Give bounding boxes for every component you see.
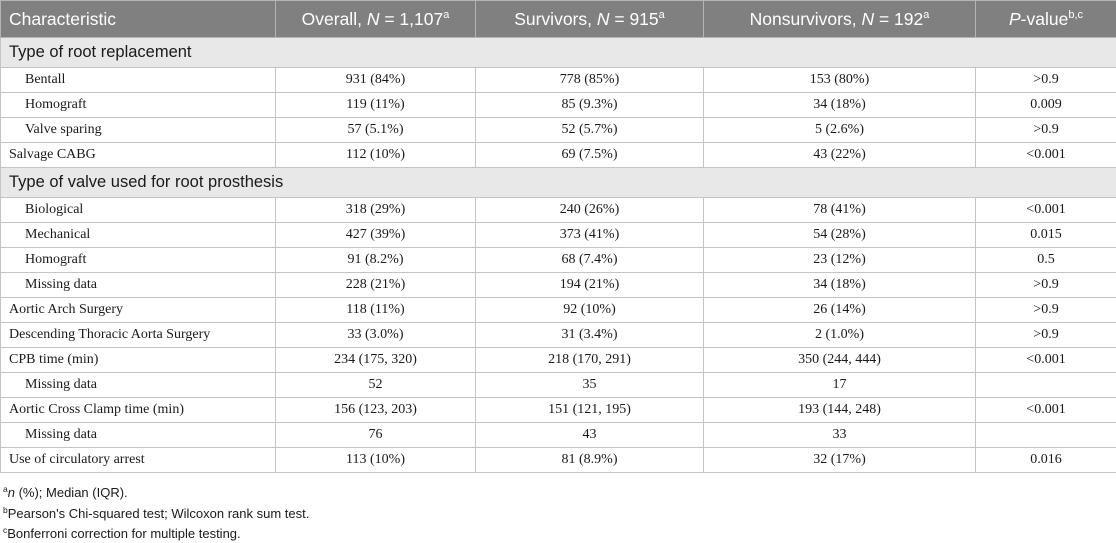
footnote-b [3,506,309,521]
header-survivors-label: Survivors, [514,8,597,29]
row-label: Missing data [1,373,276,398]
cell-pvalue: >0.9 [976,68,1116,93]
header-row [1,1,1116,38]
cell-pvalue: <0.001 [976,398,1116,423]
header-nonsurvivors-sup: a [923,8,930,21]
table-row [1,398,1116,423]
footnote-c [3,526,241,541]
cell-survivors: 92 (10%) [476,298,704,323]
cell-nonsurvivors: 350 (244, 444) [704,348,976,373]
cell-pvalue: 0.016 [976,448,1116,473]
cell-overall: 228 (21%) [276,273,476,298]
header-nonsurvivors-count: = 192 [874,8,924,29]
cell-nonsurvivors: 17 [704,373,976,398]
cell-overall: 118 (11%) [276,298,476,323]
cell-overall: 156 (123, 203) [276,398,476,423]
header-pvalue [976,1,1116,38]
cell-pvalue: 0.5 [976,248,1116,273]
cell-pvalue: >0.9 [976,118,1116,143]
cell-nonsurvivors: 23 (12%) [704,248,976,273]
cell-nonsurvivors: 153 (80%) [704,68,976,93]
table-row [1,323,1116,348]
header-overall-n: N [366,8,380,29]
section-title: Type of root replacement [1,38,1116,68]
row-label: Use of circulatory arrest [1,448,276,473]
footnote-a-italic: n [7,485,15,500]
cell-overall: 52 [276,373,476,398]
table-row [1,348,1116,373]
header-overall-label: Overall, [301,8,367,29]
cell-pvalue [976,373,1116,398]
cell-survivors: 43 [476,423,704,448]
cell-overall: 119 (11%) [276,93,476,118]
row-label: Homograft [1,248,276,273]
cell-nonsurvivors: 34 (18%) [704,273,976,298]
footnote-b-text: Pearson's Chi-squared test; Wilcoxon rank sum test. [7,506,310,521]
cell-overall: 33 (3.0%) [276,323,476,348]
header-overall-count: = 1,107 [379,8,444,29]
footnote-a-text: (%); Median (IQR). [14,485,128,500]
row-label: Descending Thoracic Aorta Surgery [1,323,276,348]
table-row [1,223,1116,248]
cell-pvalue: <0.001 [976,348,1116,373]
row-label: Homograft [1,93,276,118]
cell-nonsurvivors: 26 (14%) [704,298,976,323]
header-characteristic: Characteristic [1,1,276,38]
cell-overall: 318 (29%) [276,198,476,223]
cell-survivors: 68 (7.4%) [476,248,704,273]
header-survivors-n: N [596,8,610,29]
cell-overall: 113 (10%) [276,448,476,473]
cell-nonsurvivors: 34 (18%) [704,93,976,118]
header-pvalue-label: -value [1020,8,1069,29]
cell-overall: 76 [276,423,476,448]
cell-survivors: 151 (121, 195) [476,398,704,423]
footnote-c-marker: c [3,525,8,535]
row-label: CPB time (min) [1,348,276,373]
row-label: Aortic Cross Clamp time (min) [1,398,276,423]
cell-overall: 931 (84%) [276,68,476,93]
header-nonsurvivors [704,1,976,38]
table-row [1,373,1116,398]
cell-pvalue [976,423,1116,448]
table-row [1,68,1116,93]
footnote-a [3,485,128,500]
cell-overall: 91 (8.2%) [276,248,476,273]
cell-nonsurvivors: 193 (144, 248) [704,398,976,423]
cell-survivors: 85 (9.3%) [476,93,704,118]
header-survivors-count: = 915 [609,8,659,29]
cell-survivors: 69 (7.5%) [476,143,704,168]
footnote-b-marker: b [3,505,8,515]
section-row-root-replacement [1,38,1116,68]
cell-survivors: 31 (3.4%) [476,323,704,348]
cell-survivors: 373 (41%) [476,223,704,248]
cell-survivors: 240 (26%) [476,198,704,223]
row-label: Salvage CABG [1,143,276,168]
header-overall-sup: a [443,8,450,21]
row-label: Missing data [1,423,276,448]
cell-pvalue: >0.9 [976,298,1116,323]
table-row [1,198,1116,223]
table-row [1,448,1116,473]
cell-overall: 112 (10%) [276,143,476,168]
cell-pvalue: 0.015 [976,223,1116,248]
cell-nonsurvivors: 54 (28%) [704,223,976,248]
table-row [1,423,1116,448]
cell-survivors: 194 (21%) [476,273,704,298]
header-pvalue-sup: b,c [1068,8,1084,21]
header-survivors [476,1,704,38]
row-label: Biological [1,198,276,223]
header-nonsurvivors-label: Nonsurvivors, [749,8,862,29]
row-label: Aortic Arch Surgery [1,298,276,323]
cell-overall: 57 (5.1%) [276,118,476,143]
cell-survivors: 52 (5.7%) [476,118,704,143]
footnote-a-marker: a [3,484,8,494]
section-row-valve-prosthesis [1,168,1116,198]
row-label: Mechanical [1,223,276,248]
cell-pvalue: 0.009 [976,93,1116,118]
section-title: Type of valve used for root prosthesis [1,168,1116,198]
cell-survivors: 81 (8.9%) [476,448,704,473]
table-row [1,298,1116,323]
table-row [1,118,1116,143]
cell-pvalue: >0.9 [976,273,1116,298]
header-nonsurvivors-n: N [861,8,875,29]
cell-survivors: 35 [476,373,704,398]
table-row [1,248,1116,273]
cell-nonsurvivors: 43 (22%) [704,143,976,168]
cell-nonsurvivors: 33 [704,423,976,448]
cell-nonsurvivors: 2 (1.0%) [704,323,976,348]
cell-survivors: 218 (170, 291) [476,348,704,373]
cell-overall: 234 (175, 320) [276,348,476,373]
table-row [1,143,1116,168]
header-overall [276,1,476,38]
footnote-c-text: Bonferroni correction for multiple testing. [7,526,241,541]
cell-overall: 427 (39%) [276,223,476,248]
table-row [1,273,1116,298]
row-label: Valve sparing [1,118,276,143]
header-survivors-sup: a [658,8,665,21]
table-row [1,93,1116,118]
cell-nonsurvivors: 5 (2.6%) [704,118,976,143]
header-pvalue-p: P [1008,8,1021,29]
cell-pvalue: <0.001 [976,198,1116,223]
cell-pvalue: <0.001 [976,143,1116,168]
cell-nonsurvivors: 78 (41%) [704,198,976,223]
cell-survivors: 778 (85%) [476,68,704,93]
cell-pvalue: >0.9 [976,323,1116,348]
row-label: Bentall [1,68,276,93]
cell-nonsurvivors: 32 (17%) [704,448,976,473]
row-label: Missing data [1,273,276,298]
